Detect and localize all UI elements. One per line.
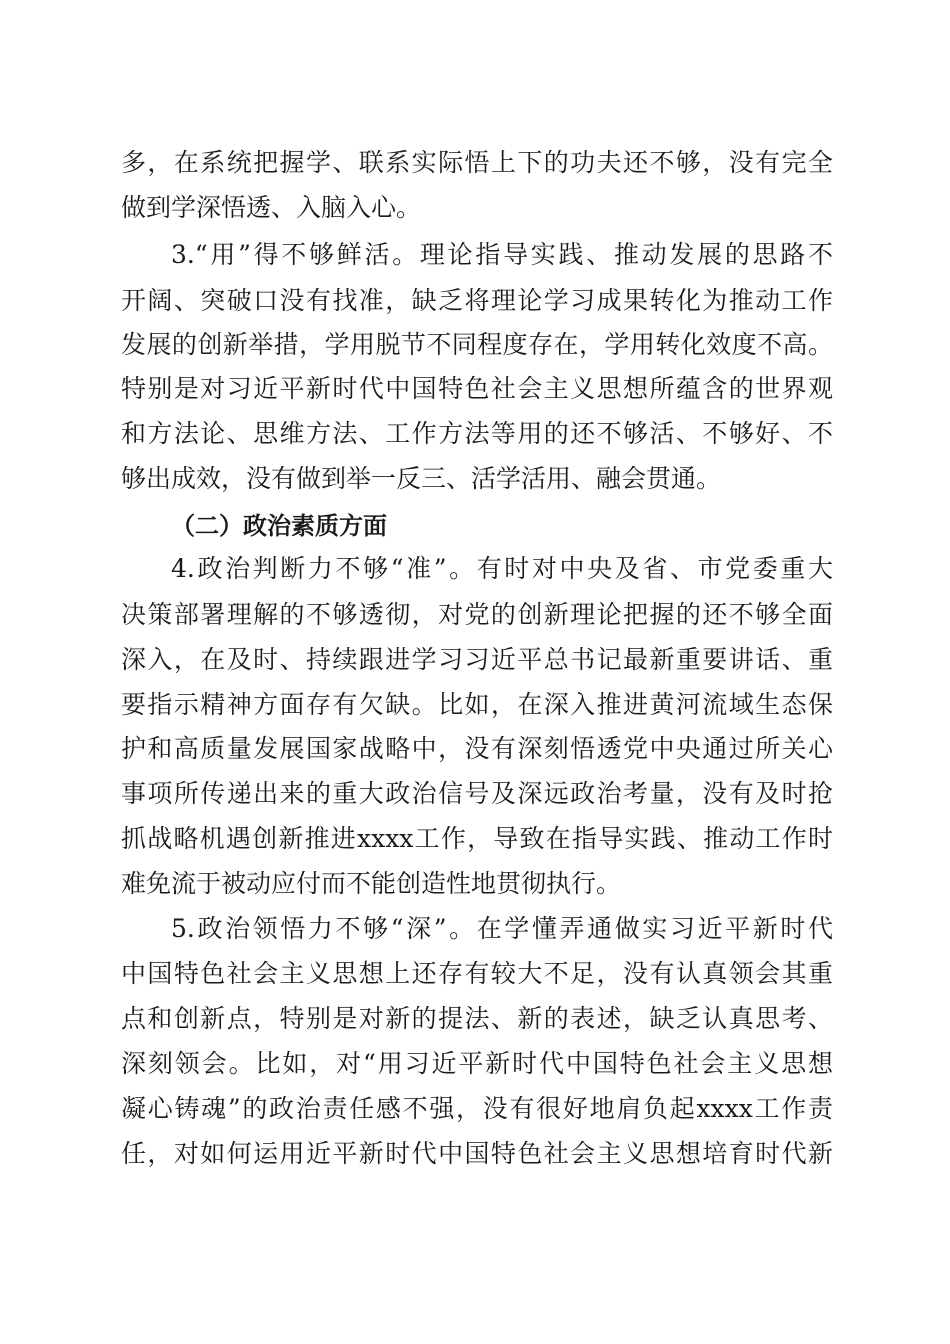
paragraph-line: 深刻领会。比如，对“用习近平新时代中国特色社会主义思想 (121, 1049, 833, 1078)
paragraph-line: 任，对如何运用近平新时代中国特色社会主义思想培育时代新 (121, 1139, 833, 1168)
paragraph-line: 和方法论、思维方法、工作方法等用的还不够活、不够好、不 (121, 419, 833, 448)
paragraph-line: 抓战略机遇创新推进xxxx工作，导致在指导实践、推动工作时 (121, 824, 833, 853)
paragraph-line: 特别是对习近平新时代中国特色社会主义思想所蕴含的世界观 (121, 374, 833, 403)
paragraph-line: 深入，在及时、持续跟进学习习近平总书记最新重要讲话、重 (121, 645, 833, 674)
item-4-heading-line: 4.政治判断力不够“准”。有时对中央及省、市党委重大 (171, 554, 833, 583)
section-heading: （二）政治素质方面 (171, 512, 387, 540)
paragraph-line: 开阔、突破口没有找准，缺乏将理论学习成果转化为推动工作 (121, 286, 833, 315)
paragraph-line: 护和高质量发展国家战略中，没有深刻悟透党中央通过所关心 (121, 734, 833, 763)
paragraph-line: 要指示精神方面存有欠缺。比如，在深入推进黄河流域生态保 (121, 690, 833, 719)
paragraph-line: 多，在系统把握学、联系实际悟上下的功夫还不够，没有完全 (121, 148, 833, 177)
paragraph-line: 事项所传递出来的重大政治信号及深远政治考量，没有及时抢 (121, 779, 833, 808)
paragraph-line: 凝心铸魂”的政治责任感不强，没有很好地肩负起xxxx工作责 (121, 1094, 833, 1123)
item-3-heading-line: 3.“用”得不够鲜活。理论指导实践、推动发展的思路不 (171, 240, 833, 269)
paragraph-line: 难免流于被动应付而不能创造性地贯彻执行。 (121, 869, 622, 898)
paragraph-line: 做到学深悟透、入脑入心。 (121, 193, 422, 222)
paragraph-line: 决策部署理解的不够透彻，对党的创新理论把握的还不够全面 (121, 600, 833, 629)
paragraph-line: 发展的创新举措，学用脱节不同程度存在，学用转化效度不高。 (121, 330, 833, 359)
paragraph-line: 点和创新点，特别是对新的提法、新的表述，缺乏认真思考、 (121, 1004, 833, 1033)
paragraph-line: 够出成效，没有做到举一反三、活学活用、融会贯通。 (121, 464, 722, 493)
item-5-heading-line: 5.政治领悟力不够“深”。在学懂弄通做实习近平新时代 (171, 914, 833, 943)
paragraph-line: 中国特色社会主义思想上还存有较大不足，没有认真领会其重 (121, 959, 833, 988)
